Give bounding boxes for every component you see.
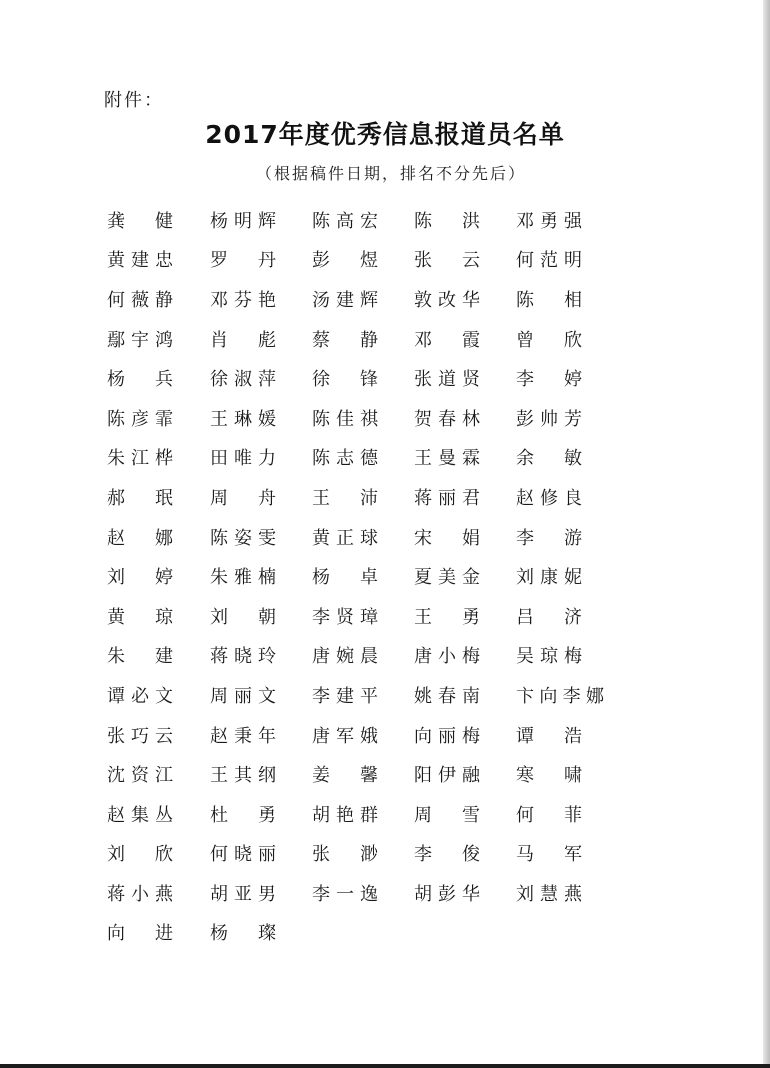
name-entry: 王 琳 媛 [210,408,276,430]
name-entry: 蒋 晓 玲 [210,646,276,668]
name-entry: 夏 美 金 [414,567,480,589]
name-entry: 姚 春 南 [414,685,480,707]
name-entry: 胡 彭 华 [414,883,480,905]
name-entry: 邓 霞 [414,329,480,351]
name-entry: 张 巧 云 [107,725,173,747]
name-entry: 王 其 纲 [210,765,276,787]
name-entry: 敦 改 华 [414,289,480,311]
name-entry: 刘 婷 [107,567,173,589]
scan-bottom-border [0,1064,770,1068]
name-list [107,200,627,952]
name-entry: 吕 济 [516,606,582,628]
name-entry: 王 勇 [414,606,480,628]
name-entry: 赵 修 良 [516,487,582,509]
name-entry: 胡 亚 男 [210,883,276,905]
name-entry: 陈 相 [516,289,582,311]
name-entry: 阳 伊 融 [414,765,480,787]
name-entry: 张 道 贤 [414,369,480,391]
name-entry: 陈 高 宏 [312,210,378,232]
name-entry: 汤 建 辉 [312,289,378,311]
attachment-label: 附件： [104,90,164,111]
name-entry: 陈 洪 [414,210,480,232]
name-entry: 杨 璨 [210,923,276,945]
name-entry: 何 薇 静 [107,289,173,311]
name-entry: 唐 婉 晨 [312,646,378,668]
name-entry: 姜 馨 [312,765,378,787]
name-entry: 徐 锋 [312,369,378,391]
name-entry: 刘 康 妮 [516,567,582,589]
name-entry: 蒋 小 燕 [107,883,173,905]
name-entry: 杨 卓 [312,567,378,589]
name-entry: 唐 军 娥 [312,725,378,747]
name-entry: 向 丽 梅 [414,725,480,747]
name-entry: 曾 欣 [516,329,582,351]
name-entry: 李 游 [516,527,582,549]
name-entry: 胡 艳 群 [312,804,378,826]
name-entry: 贺 春 林 [414,408,480,430]
name-entry: 卞 向 李 娜 [516,685,604,707]
name-entry: 张 渺 [312,844,378,866]
name-entry: 宋 娟 [414,527,480,549]
name-entry: 朱 雅 楠 [210,567,276,589]
name-entry: 李 贤 璋 [312,606,378,628]
name-entry: 朱 建 [107,646,173,668]
name-entry: 黄 琼 [107,606,173,628]
name-entry: 陈 彦 霏 [107,408,173,430]
name-entry: 杜 勇 [210,804,276,826]
name-entry: 吴 琼 梅 [516,646,582,668]
name-entry: 王 沛 [312,487,378,509]
name-entry: 周 丽 文 [210,685,276,707]
name-entry: 周 雪 [414,804,480,826]
name-entry: 龚 健 [107,210,173,232]
name-entry: 刘 欣 [107,844,173,866]
name-entry: 罗 丹 [210,250,276,272]
name-entry: 杨 明 辉 [210,210,276,232]
name-entry: 肖 彪 [210,329,276,351]
name-entry: 鄢 宇 鸿 [107,329,173,351]
page-subtitle: （根据稿件日期，排名不分先后） [255,164,526,183]
name-entry: 陈 志 德 [312,448,378,470]
name-entry: 何 晓 丽 [210,844,276,866]
name-entry: 朱 江 桦 [107,448,173,470]
name-entry: 赵 集 丛 [107,804,173,826]
name-entry: 马 军 [516,844,582,866]
name-entry: 黄 建 忠 [107,250,173,272]
name-entry: 邓 芬 艳 [210,289,276,311]
name-entry: 黄 正 球 [312,527,378,549]
name-entry: 陈 姿 雯 [210,527,276,549]
name-entry: 蒋 丽 君 [414,487,480,509]
name-entry: 谭 浩 [516,725,582,747]
page-title: 2017年度优秀信息报道员名单 [205,120,565,149]
name-entry: 徐 淑 萍 [210,369,276,391]
name-entry: 郝 珉 [107,487,173,509]
name-entry: 陈 佳 祺 [312,408,378,430]
name-entry: 余 敏 [516,448,582,470]
name-entry: 田 唯 力 [210,448,276,470]
name-entry: 彭 煜 [312,250,378,272]
name-entry: 何 范 明 [516,250,582,272]
name-entry: 何 菲 [516,804,582,826]
name-entry: 李 一 逸 [312,883,378,905]
name-entry: 唐 小 梅 [414,646,480,668]
name-entry: 李 建 平 [312,685,378,707]
name-entry: 周 舟 [210,487,276,509]
name-entry: 赵 秉 年 [210,725,276,747]
name-entry: 杨 兵 [107,369,173,391]
name-entry: 刘 朝 [210,606,276,628]
name-entry: 向 进 [107,923,173,945]
name-entry: 李 俊 [414,844,480,866]
name-entry: 邓 勇 强 [516,210,582,232]
name-entry: 李 婷 [516,369,582,391]
name-entry: 刘 慧 燕 [516,883,582,905]
name-entry: 彭 帅 芳 [516,408,582,430]
name-entry: 张 云 [414,250,480,272]
name-entry: 蔡 静 [312,329,378,351]
name-entry: 谭 必 文 [107,685,173,707]
name-entry: 寒 啸 [516,765,582,787]
name-entry: 王 曼 霖 [414,448,480,470]
name-entry: 赵 娜 [107,527,173,549]
name-entry: 沈 资 江 [107,765,173,787]
